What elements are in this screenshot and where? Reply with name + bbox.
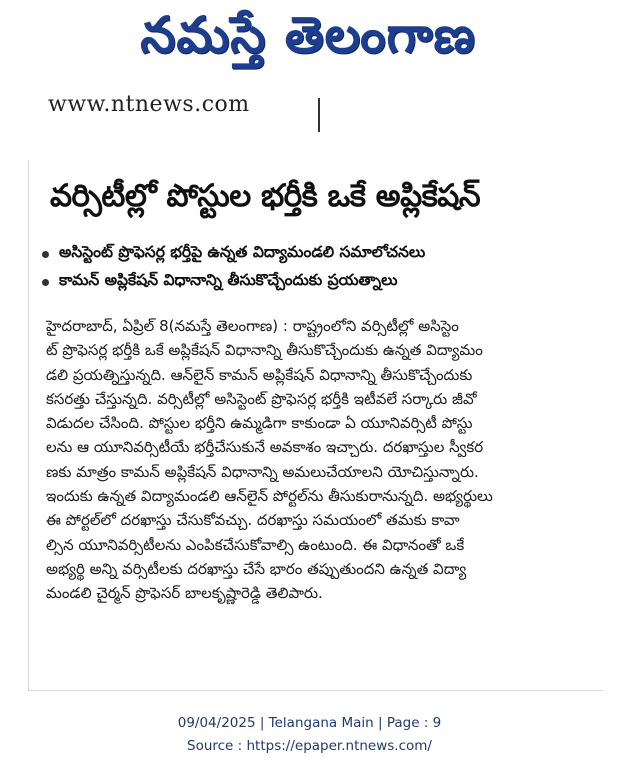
- body-line: కసరత్తు చేస్తున్నది. వర్సిటీల్లో అసిస్టెంట్ ప్రొఫెసర్ల భర్తీకి ఇటీవలే సర్కారు జీవో: [46, 389, 477, 408]
- body-line: ట్ ప్రొఫెసర్ల భర్తీకి ఒకే అప్లికేషన్ విధానాన్ని తీసుకొచ్చేందుకు ఉన్నత విద్యామం: [46, 341, 483, 360]
- body-line: లను ఆ యూనివర్సిటీయే భర్తీచేసుకునే అవకాశం ఇచ్చారు. దరఖాస్తుల స్వీకర: [46, 438, 484, 457]
- bullet-dot-icon: [42, 279, 49, 286]
- body-line: అభ్యర్థి అన్ని వర్సిటీలకు దరఖాస్తు చేసే భారం తప్పుతుందని ఉన్నత విద్యా: [46, 559, 467, 578]
- bullet-text: కామన్ అప్లికేషన్ విధానాన్ని తీసుకొచ్చేందుకు ప్రయత్నాలు: [59, 271, 398, 289]
- body-line: ల్సిన యూనివర్సిటీలను ఎంపికచేసుకోవాల్సి ఉంటుంది. ఈ విధానంతో ఒకే: [46, 535, 465, 554]
- bullet-dot-icon: [42, 251, 49, 258]
- column-divider: [318, 98, 320, 132]
- article-headline: వర్సిటీల్లో పోస్టుల భర్తీకి ఒకే అప్లికేషన్: [50, 178, 481, 214]
- masthead-logo: [108, 2, 508, 80]
- bullet-point: [42, 240, 602, 268]
- body-line: మండలి చైర్మన్ ప్రొఫెసర్ బాలకృష్ణారెడ్డి తెలిపారు.: [46, 584, 323, 603]
- body-line: ఈ పోర్టల్‌లో దరఖాస్తు చేసుకోవచ్చు. దరఖాస్తు సమయంలో తమకు కావా: [46, 511, 460, 530]
- article-body: [46, 314, 594, 606]
- bullet-text: అసిస్టెంట్ ప్రొఫెసర్ల భర్తీపై ఉన్నత విద్యామండలి సమాలోచనలు: [59, 243, 426, 261]
- masthead-title: నమస్తే తెలంగాణ: [140, 5, 476, 64]
- body-line: ణకు మాత్రం కామన్ అప్లికేషన్ విధానాన్ని అమలుచేయాలని యోచిస్తున్నారు.: [46, 462, 479, 481]
- article-bullets: [42, 240, 602, 296]
- page-footer: [0, 712, 619, 758]
- website-url: www.ntnews.com: [48, 92, 250, 117]
- edition-info: 09/04/2025 | Telangana Main | Page : 9: [177, 715, 442, 731]
- body-line: విడుదల చేసింది. పోస్టుల భర్తీని ఉమ్మడిగా కాకుండా ఏ యూనివర్సిటీ పోస్టు: [46, 414, 473, 433]
- source-link[interactable]: Source : https://epaper.ntnews.com/: [187, 738, 432, 754]
- body-line: హైదరాబాద్, ఏప్రిల్ 8(నమస్తే తెలంగాణ) : రాష్ట్రంలోని వర్సిటీల్లో అసిస్టెం: [46, 317, 459, 335]
- body-line: డలి ప్రయత్నిస్తున్నది. ఆన్‌లైన్ కామన్ అప్లికేషన్ విధానాన్ని తీసుకొచ్చేందుకు: [46, 365, 473, 384]
- bullet-point: [42, 268, 602, 296]
- body-line: ఇందుకు ఉన్నత విద్యామండలి ఆన్‌లైన్ పోర్టల్‌ను తీసుకురానున్నది. అభ్యర్థులు: [46, 487, 493, 506]
